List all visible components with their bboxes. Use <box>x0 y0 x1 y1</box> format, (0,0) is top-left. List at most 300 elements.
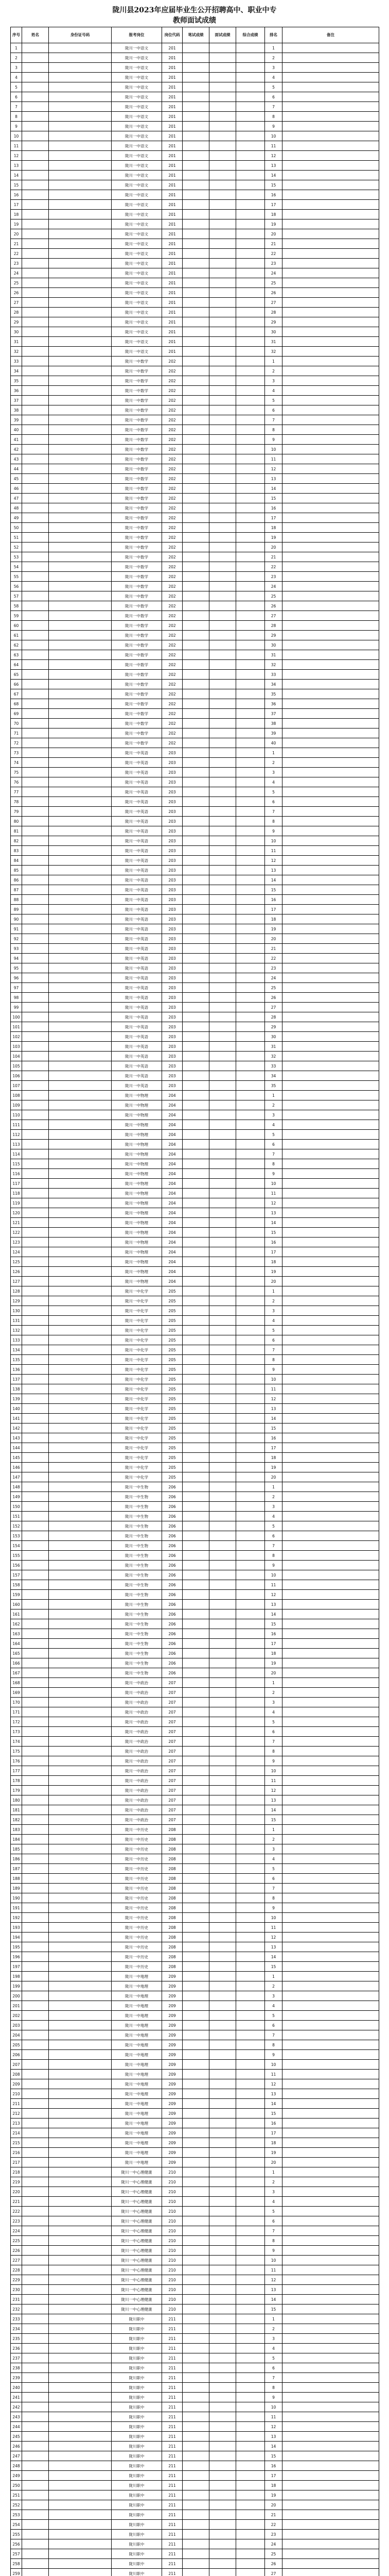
cell-note <box>282 43 379 53</box>
cell-index: 233 <box>11 2314 22 2324</box>
cell-written <box>183 464 209 474</box>
cell-interview <box>209 268 236 278</box>
cell-interview <box>209 895 236 905</box>
cell-written <box>183 2275 209 2285</box>
cell-name <box>22 513 49 523</box>
cell-position: 陇川一中心理健康 <box>112 2275 162 2285</box>
table-row <box>11 219 379 229</box>
cell-note <box>282 640 379 650</box>
cell-written <box>183 2461 209 2471</box>
cell-rank: 13 <box>265 1404 282 1414</box>
table-row <box>11 494 379 503</box>
cell-name <box>22 523 49 533</box>
cell-name <box>22 63 49 73</box>
cell-interview <box>209 347 236 357</box>
cell-note <box>282 1698 379 1707</box>
cell-note <box>282 2402 379 2412</box>
cell-id <box>49 2050 112 2060</box>
table-row <box>11 2373 379 2383</box>
cell-written <box>183 268 209 278</box>
cell-index: 111 <box>11 1120 22 1130</box>
cell-code: 205 <box>162 1394 183 1404</box>
cell-code: 202 <box>162 591 183 601</box>
cell-code: 202 <box>162 582 183 591</box>
cell-code: 209 <box>162 2001 183 2011</box>
table-row <box>11 2089 379 2099</box>
cell-name <box>22 1678 49 1688</box>
cell-id <box>49 1972 112 1981</box>
cell-index: 33 <box>11 357 22 366</box>
cell-id <box>49 1482 112 1492</box>
cell-code: 201 <box>162 43 183 53</box>
cell-note <box>282 2070 379 2079</box>
table-row <box>11 1668 379 1678</box>
cell-name <box>22 2089 49 2099</box>
cell-id <box>49 1884 112 1893</box>
cell-position: 陇川一中历史 <box>112 1942 162 1952</box>
cell-total <box>236 2373 265 2383</box>
cell-written <box>183 454 209 464</box>
cell-written <box>183 474 209 484</box>
cell-position: 陇川一中语文 <box>112 131 162 141</box>
col-header-rank: 排名 <box>265 27 282 43</box>
cell-rank: 3 <box>265 1110 282 1120</box>
cell-id <box>49 552 112 562</box>
cell-interview <box>209 474 236 484</box>
cell-name <box>22 1453 49 1463</box>
cell-total <box>236 856 265 866</box>
cell-position: 陇川一中语文 <box>112 92 162 102</box>
table-row <box>11 817 379 826</box>
cell-written <box>183 2246 209 2256</box>
cell-code: 204 <box>162 1247 183 1257</box>
cell-written <box>183 1091 209 1100</box>
cell-written <box>183 1795 209 1805</box>
cell-note <box>282 2079 379 2089</box>
cell-id <box>49 141 112 151</box>
cell-code: 206 <box>162 1609 183 1619</box>
cell-interview <box>209 1698 236 1707</box>
cell-code: 207 <box>162 1698 183 1707</box>
cell-total <box>236 151 265 161</box>
cell-code: 210 <box>162 2256 183 2265</box>
table-row <box>11 1267 379 1277</box>
cell-note <box>282 2040 379 2050</box>
cell-written <box>183 660 209 670</box>
cell-id <box>49 680 112 689</box>
cell-code: 206 <box>162 1639 183 1649</box>
cell-total <box>236 2451 265 2461</box>
cell-note <box>282 2265 379 2275</box>
cell-written <box>183 445 209 454</box>
cell-position: 陇川一中物理 <box>112 1140 162 1149</box>
cell-position: 陇川一中生物 <box>112 1512 162 1521</box>
table-row <box>11 1149 379 1159</box>
cell-total <box>236 1893 265 1903</box>
cell-interview <box>209 2275 236 2285</box>
cell-note <box>282 2481 379 2490</box>
cell-id <box>49 1247 112 1257</box>
cell-position: 陇川一中数学 <box>112 699 162 709</box>
cell-written <box>183 2520 209 2530</box>
cell-rank: 7 <box>265 1884 282 1893</box>
cell-written <box>183 122 209 131</box>
table-row <box>11 484 379 494</box>
cell-interview <box>209 758 236 768</box>
cell-position: 陇川一中数学 <box>112 650 162 660</box>
cell-note <box>282 582 379 591</box>
cell-note <box>282 1169 379 1179</box>
cell-interview <box>209 2363 236 2373</box>
cell-code: 206 <box>162 1492 183 1502</box>
cell-interview <box>209 1042 236 1052</box>
cell-index: 62 <box>11 640 22 650</box>
cell-note <box>282 415 379 425</box>
cell-note <box>282 1776 379 1786</box>
cell-rank: 9 <box>265 2393 282 2402</box>
cell-total <box>236 2256 265 2265</box>
cell-total <box>236 1835 265 1844</box>
cell-interview <box>209 1423 236 1433</box>
cell-note <box>282 1766 379 1776</box>
cell-note <box>282 699 379 709</box>
cell-written <box>183 2021 209 2030</box>
cell-id <box>49 660 112 670</box>
cell-note <box>282 2207 379 2216</box>
cell-written <box>183 1012 209 1022</box>
cell-written <box>183 229 209 239</box>
cell-total <box>236 954 265 963</box>
cell-position: 陇川职中 <box>112 2471 162 2481</box>
cell-rank: 22 <box>265 954 282 963</box>
cell-id <box>49 347 112 357</box>
table-row <box>11 856 379 866</box>
cell-written <box>183 102 209 112</box>
cell-id <box>49 1698 112 1707</box>
cell-written <box>183 82 209 92</box>
table-row <box>11 1864 379 1874</box>
cell-total <box>236 2471 265 2481</box>
cell-id <box>49 337 112 347</box>
cell-interview <box>209 2119 236 2128</box>
cell-rank: 15 <box>265 2451 282 2461</box>
cell-interview <box>209 1052 236 1061</box>
cell-written <box>183 92 209 102</box>
cell-code: 205 <box>162 1306 183 1316</box>
cell-id <box>49 1012 112 1022</box>
cell-index: 217 <box>11 2158 22 2167</box>
cell-position: 陇川一中英语 <box>112 973 162 983</box>
cell-position: 陇川一中生物 <box>112 1570 162 1580</box>
cell-position: 陇川一中数学 <box>112 474 162 484</box>
cell-rank: 6 <box>265 2021 282 2030</box>
cell-written <box>183 1492 209 1502</box>
cell-note <box>282 2021 379 2030</box>
cell-rank: 28 <box>265 308 282 317</box>
cell-index: 14 <box>11 171 22 180</box>
cell-written <box>183 650 209 660</box>
cell-code: 211 <box>162 2549 183 2559</box>
cell-note <box>282 866 379 875</box>
cell-name <box>22 944 49 954</box>
cell-interview <box>209 1874 236 1884</box>
table-row <box>11 1100 379 1110</box>
table-row <box>11 2167 379 2177</box>
cell-code: 209 <box>162 2099 183 2109</box>
cell-index: 125 <box>11 1257 22 1267</box>
cell-index: 133 <box>11 1335 22 1345</box>
table-row <box>11 2344 379 2353</box>
cell-code: 203 <box>162 954 183 963</box>
cell-position: 陇川一中数学 <box>112 601 162 611</box>
cell-id <box>49 2549 112 2559</box>
cell-note <box>282 1022 379 1032</box>
cell-code: 202 <box>162 503 183 513</box>
cell-code: 207 <box>162 1786 183 1795</box>
cell-written <box>183 1570 209 1580</box>
cell-written <box>183 826 209 836</box>
cell-code: 204 <box>162 1218 183 1228</box>
cell-name <box>22 1345 49 1355</box>
cell-rank: 6 <box>265 92 282 102</box>
cell-position: 陇川一中英语 <box>112 1012 162 1022</box>
cell-code: 203 <box>162 856 183 866</box>
cell-note <box>282 1482 379 1492</box>
cell-rank: 14 <box>265 1952 282 1962</box>
table-row <box>11 2138 379 2148</box>
cell-code: 202 <box>162 513 183 523</box>
cell-total <box>236 2109 265 2119</box>
cell-note <box>282 1198 379 1208</box>
cell-name <box>22 1551 49 1561</box>
cell-index: 178 <box>11 1776 22 1786</box>
cell-interview <box>209 2442 236 2451</box>
cell-name <box>22 963 49 973</box>
cell-total <box>236 2040 265 2050</box>
cell-name <box>22 1776 49 1786</box>
cell-note <box>282 2216 379 2226</box>
cell-id <box>49 2314 112 2324</box>
cell-total <box>236 1776 265 1786</box>
cell-id <box>49 2539 112 2549</box>
cell-total <box>236 631 265 640</box>
cell-position: 陇川一中英语 <box>112 1032 162 1042</box>
cell-interview <box>209 552 236 562</box>
cell-position: 陇川一中心理健康 <box>112 2256 162 2265</box>
cell-note <box>282 846 379 856</box>
cell-index: 32 <box>11 347 22 357</box>
cell-code: 201 <box>162 298 183 308</box>
cell-name <box>22 1433 49 1443</box>
cell-position: 陇川一中化学 <box>112 1423 162 1433</box>
table-row <box>11 2422 379 2432</box>
cell-note <box>282 1786 379 1795</box>
table-row <box>11 1296 379 1306</box>
cell-code: 202 <box>162 670 183 680</box>
table-row <box>11 1159 379 1169</box>
cell-index: 98 <box>11 993 22 1003</box>
cell-total <box>236 1453 265 1463</box>
cell-index: 203 <box>11 2021 22 2030</box>
cell-id <box>49 2569 112 2576</box>
cell-index: 79 <box>11 807 22 817</box>
cell-position: 陇川一中语文 <box>112 308 162 317</box>
cell-total <box>236 2530 265 2539</box>
cell-note <box>282 2304 379 2314</box>
cell-code: 210 <box>162 2304 183 2314</box>
cell-id <box>49 601 112 611</box>
cell-written <box>183 317 209 327</box>
cell-code: 202 <box>162 454 183 464</box>
cell-total <box>236 2461 265 2471</box>
cell-code: 201 <box>162 278 183 288</box>
cell-total <box>236 1609 265 1619</box>
cell-position: 陇川一中生物 <box>112 1551 162 1561</box>
cell-written <box>183 2442 209 2451</box>
cell-rank: 6 <box>265 405 282 415</box>
cell-rank: 29 <box>265 631 282 640</box>
table-row <box>11 2559 379 2569</box>
cell-code: 203 <box>162 1061 183 1071</box>
cell-index: 87 <box>11 885 22 895</box>
cell-interview <box>209 1580 236 1590</box>
cell-id <box>49 1766 112 1776</box>
cell-note <box>282 239 379 249</box>
cell-note <box>282 219 379 229</box>
cell-total <box>236 601 265 611</box>
cell-position: 陇川一中历史 <box>112 1864 162 1874</box>
cell-id <box>49 268 112 278</box>
cell-total <box>236 523 265 533</box>
cell-name <box>22 122 49 131</box>
cell-code: 209 <box>162 1991 183 2001</box>
table-row <box>11 983 379 993</box>
cell-id <box>49 1737 112 1747</box>
cell-id <box>49 1619 112 1629</box>
cell-code: 211 <box>162 2530 183 2539</box>
cell-name <box>22 552 49 562</box>
cell-written <box>183 1884 209 1893</box>
cell-total <box>236 2050 265 2060</box>
cell-position: 陇川一中历史 <box>112 1844 162 1854</box>
cell-code: 202 <box>162 572 183 582</box>
cell-index: 123 <box>11 1238 22 1247</box>
cell-written <box>183 2109 209 2119</box>
cell-code: 201 <box>162 53 183 63</box>
cell-position: 陇川一中英语 <box>112 836 162 846</box>
cell-name <box>22 905 49 914</box>
cell-total <box>236 405 265 415</box>
cell-code: 205 <box>162 1384 183 1394</box>
cell-position: 陇川职中 <box>112 2373 162 2383</box>
cell-rank: 8 <box>265 817 282 826</box>
cell-id <box>49 797 112 807</box>
cell-rank: 9 <box>265 122 282 131</box>
cell-position: 陇川一中政治 <box>112 1805 162 1815</box>
cell-rank: 3 <box>265 1844 282 1854</box>
cell-written <box>183 1541 209 1551</box>
cell-interview <box>209 1776 236 1786</box>
table-row <box>11 2216 379 2226</box>
cell-note <box>282 1463 379 1472</box>
cell-written <box>183 1629 209 1639</box>
table-row <box>11 1198 379 1208</box>
cell-index: 142 <box>11 1423 22 1433</box>
cell-index: 219 <box>11 2177 22 2187</box>
cell-index: 78 <box>11 797 22 807</box>
cell-id <box>49 1649 112 1658</box>
cell-note <box>282 1110 379 1120</box>
cell-id <box>49 650 112 660</box>
cell-name <box>22 2451 49 2461</box>
cell-position: 陇川一中语文 <box>112 327 162 337</box>
cell-note <box>282 1120 379 1130</box>
cell-total <box>236 1884 265 1893</box>
cell-id <box>49 2001 112 2011</box>
cell-name <box>22 396 49 405</box>
cell-note <box>282 2138 379 2148</box>
cell-rank: 13 <box>265 1795 282 1805</box>
cell-position: 陇川一中生物 <box>112 1492 162 1502</box>
cell-position: 陇川一中物理 <box>112 1149 162 1159</box>
cell-interview <box>209 327 236 337</box>
cell-written <box>183 1619 209 1629</box>
cell-index: 128 <box>11 1286 22 1296</box>
cell-position: 陇川职中 <box>112 2432 162 2442</box>
cell-position: 陇川一中生物 <box>112 1541 162 1551</box>
cell-interview <box>209 2500 236 2510</box>
cell-interview <box>209 239 236 249</box>
cell-name <box>22 1218 49 1228</box>
cell-index: 44 <box>11 464 22 474</box>
cell-position: 陇川职中 <box>112 2481 162 2490</box>
cell-rank: 11 <box>265 1189 282 1198</box>
cell-rank: 2 <box>265 1688 282 1698</box>
cell-index: 236 <box>11 2344 22 2353</box>
cell-code: 203 <box>162 895 183 905</box>
cell-position: 陇川一中语文 <box>112 102 162 112</box>
cell-name <box>22 1854 49 1864</box>
cell-code: 206 <box>162 1649 183 1658</box>
cell-name <box>22 1658 49 1668</box>
cell-total <box>236 738 265 748</box>
cell-index: 259 <box>11 2569 22 2576</box>
cell-total <box>236 2295 265 2304</box>
cell-rank: 11 <box>265 846 282 856</box>
cell-name <box>22 866 49 875</box>
cell-position: 陇川一中数学 <box>112 728 162 738</box>
cell-note <box>282 180 379 190</box>
table-row <box>11 1580 379 1590</box>
cell-index: 26 <box>11 288 22 298</box>
cell-id <box>49 2040 112 2050</box>
cell-code: 202 <box>162 425 183 435</box>
cell-position: 陇川职中 <box>112 2314 162 2324</box>
cell-written <box>183 562 209 572</box>
cell-interview <box>209 454 236 464</box>
table-row <box>11 2119 379 2128</box>
cell-position: 陇川一中地理 <box>112 1991 162 2001</box>
table-row <box>11 866 379 875</box>
cell-position: 陇川一中政治 <box>112 1737 162 1747</box>
cell-written <box>183 866 209 875</box>
cell-written <box>183 415 209 425</box>
cell-note <box>282 151 379 161</box>
cell-code: 209 <box>162 2109 183 2119</box>
cell-code: 201 <box>162 92 183 102</box>
cell-written <box>183 591 209 601</box>
cell-interview <box>209 2040 236 2050</box>
